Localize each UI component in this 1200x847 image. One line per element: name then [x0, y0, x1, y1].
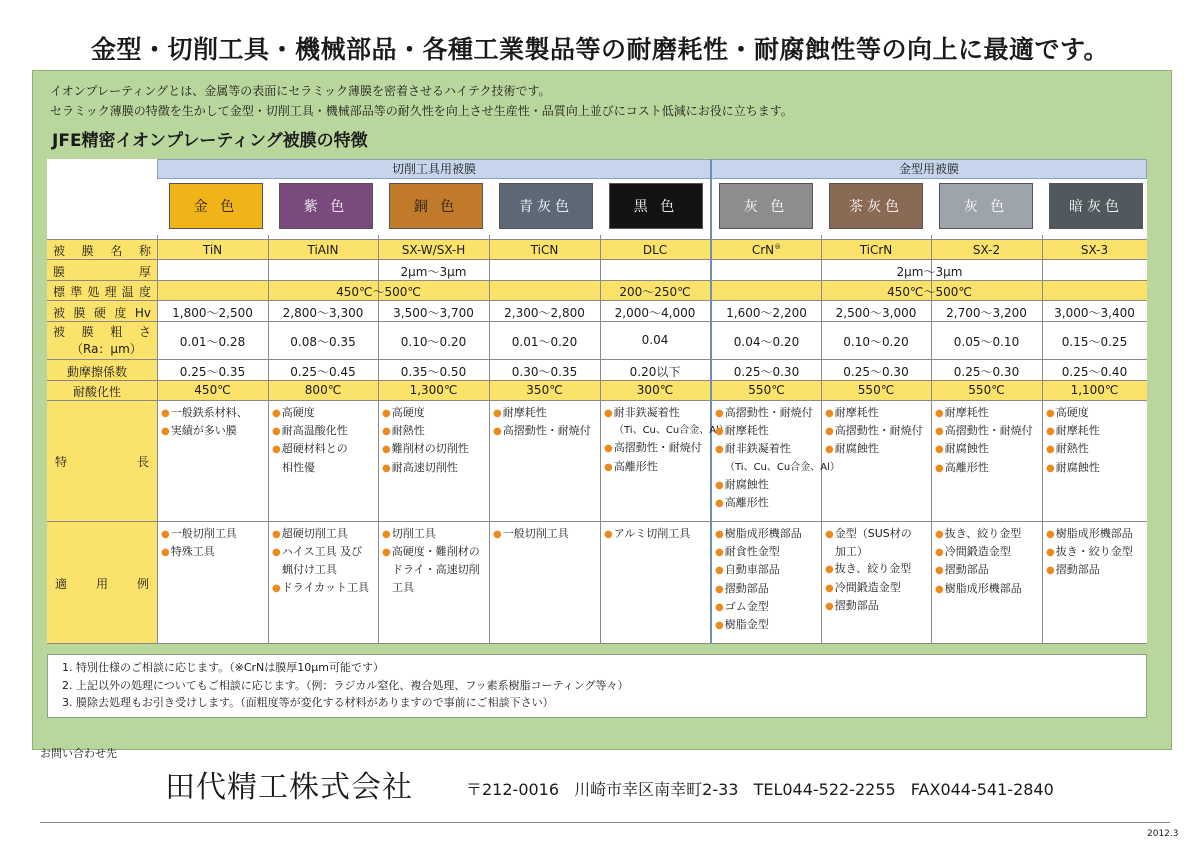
color-swatch-crn: 灰 色: [719, 183, 813, 229]
name-dlc: DLC: [642, 243, 668, 257]
thickness-mold: 2μm～3μm: [896, 265, 963, 279]
row-border: [47, 521, 1147, 522]
list-item: ● 高硬度: [1046, 404, 1100, 422]
name-tin: TiN: [202, 243, 223, 257]
hardness-value: 2,000～4,000: [614, 306, 696, 320]
color-swatch-tin: 金 色: [169, 183, 263, 229]
features-list-ticn: [493, 404, 591, 440]
friction-value: 0.25～0.45: [290, 365, 356, 379]
list-item: ● 高摺動性・耐焼付: [604, 439, 729, 457]
list-item: ● 冷間鍛造金型: [935, 543, 1022, 561]
features-list-dlc: [604, 404, 729, 476]
list-item: ● 高摺動性・耐焼付: [715, 404, 840, 422]
name-crn-mark: ®: [774, 243, 782, 251]
label-temp: 標準処理温度: [53, 285, 151, 299]
label-coating-name: 被膜名称: [53, 244, 151, 258]
list-item: ● 摺動部品: [1046, 561, 1133, 579]
roughness-value: 0.10～0.20: [843, 335, 909, 349]
friction-value: 0.25～0.30: [953, 365, 1020, 379]
list-item: ● 高離形性: [604, 458, 729, 476]
list-item: ● 高離形性: [715, 494, 840, 512]
row-border: [47, 359, 1147, 360]
hardness-value: 1,800～2,500: [172, 306, 253, 320]
list-item: ● 自動車部品: [715, 561, 802, 579]
list-item: ● 高摺動性・耐焼付: [935, 422, 1033, 440]
list-item: ● 耐高温酸化性: [272, 422, 348, 440]
list-item: ● 特殊工具: [161, 543, 237, 561]
row-border: [47, 400, 1147, 401]
list-item: ● 耐熱性: [1046, 440, 1100, 458]
row-border: [47, 321, 1147, 322]
label-oxidation: 耐酸化性: [73, 385, 122, 399]
name-sx2: SX-2: [972, 243, 1001, 257]
friction-value: 0.30～0.35: [511, 365, 578, 379]
temp-cutting: 450℃～500℃: [336, 285, 421, 299]
postal-code: 〒212-0016: [466, 780, 560, 799]
roughness-value: 0.04～0.20: [733, 335, 800, 349]
applications-list-dlc: [604, 525, 690, 543]
list-item: ● 高摺動性・耐焼付: [825, 422, 923, 440]
oxidation-value: 550℃: [857, 383, 895, 397]
roughness-value: 0.08～0.35: [290, 335, 356, 349]
color-swatch-sx2: 灰 色: [939, 183, 1033, 229]
note-1: 1. 特別仕様のご相談に応じます。（※CrNは膜厚10μm可能です）: [62, 661, 384, 674]
issue-date: 2012.3: [1147, 829, 1179, 839]
list-item: ● 樹脂成形機部品: [715, 525, 802, 543]
list-item: ● 一般鉄系材料、: [161, 404, 248, 422]
street-address: 川崎市幸区南幸町2-33: [574, 780, 739, 799]
row-border: [47, 239, 1147, 240]
label-roughness: 被膜粗さ: [53, 325, 151, 339]
list-item: ● 冷間鍛造金型: [825, 579, 912, 597]
row-border: [47, 380, 1147, 381]
list-item: ● 抜き、絞り金型: [935, 525, 1022, 543]
features-list-tin: [161, 404, 248, 440]
list-item: ● 樹脂金型: [715, 616, 802, 634]
label-applications: 適用例: [55, 577, 149, 591]
hardness-value: 1,600～2,200: [726, 306, 807, 320]
list-item: ● 耐腐蝕性: [715, 476, 840, 494]
list-item: ● 樹脂成形機部品: [1046, 525, 1133, 543]
list-item: ● 実績が多い膜: [161, 422, 248, 440]
roughness-value: 0.04: [641, 333, 669, 347]
list-item: ● 耐熱性: [382, 422, 469, 440]
list-item: ● 高硬度・難削材の: [382, 543, 480, 561]
applications-list-sx2: [935, 525, 1022, 598]
notes-box: [47, 654, 1147, 718]
list-item: ● 高離形性: [935, 459, 1033, 477]
row-border: [47, 643, 1147, 644]
list-item: ● 抜き、絞り金型: [825, 560, 912, 578]
list-item: （Ti、Cu、Cu合金、Al）: [614, 425, 729, 437]
list-item: ● 耐摩耗性: [825, 404, 923, 422]
row-border: [47, 300, 1147, 301]
company-name: 田代精工株式会社: [165, 770, 413, 805]
list-item: ● 金型（SUS材の: [825, 525, 912, 543]
oxidation-value: 1,300℃: [409, 383, 458, 397]
features-list-sxw: [382, 404, 469, 477]
color-swatch-tialn: 紫 色: [279, 183, 373, 229]
oxidation-value: 450℃: [194, 383, 231, 397]
roughness-value: 0.01～0.28: [179, 335, 246, 349]
label-thickness: 膜厚: [53, 265, 151, 279]
coating-spec-table: [47, 159, 1147, 644]
thickness-cutting: 2μm～3μm: [400, 265, 467, 279]
oxidation-value: 350℃: [526, 383, 563, 397]
features-list-tialn: [272, 404, 348, 476]
name-ticn: TiCN: [530, 243, 559, 257]
hardness-value: 3,000～3,400: [1054, 306, 1135, 320]
label-roughness-unit: （Ra：μm）: [71, 342, 142, 356]
temp-mold: 450℃～500℃: [887, 285, 972, 299]
list-item: 蝋付け工具: [282, 563, 337, 577]
oxidation-value: 800℃: [304, 383, 342, 397]
color-swatch-ticrn: 茶灰色: [829, 183, 923, 229]
features-list-crn: [715, 404, 840, 512]
list-item: ● 切削工具: [382, 525, 480, 543]
oxidation-value: 550℃: [968, 383, 1005, 397]
list-item: ● 摺動部品: [825, 597, 912, 615]
intro-line-2: セラミック薄膜の特徴を生かして金型・切削工具・機械部品等の耐久性を向上させ生産性・品質向上並びにコスト低減にお役に立ちます。: [50, 104, 793, 118]
friction-value: 0.35～0.50: [400, 365, 467, 379]
group-header-cutting: 切削工具用被膜: [157, 159, 711, 179]
list-item: ● 耐摩耗性: [1046, 422, 1100, 440]
list-item: ● アルミ切削工具: [604, 525, 690, 543]
list-item: 相性優: [282, 460, 315, 474]
oxidation-value: 550℃: [748, 383, 785, 397]
applications-list-ticn: [493, 525, 569, 543]
color-swatch-dlc: 黒 色: [609, 183, 703, 229]
list-item: ● 抜き・絞り金型: [1046, 543, 1133, 561]
list-item: ● 耐腐蝕性: [1046, 459, 1100, 477]
features-list-sx3: [1046, 404, 1100, 477]
hardness-value: 3,500～3,700: [393, 306, 474, 320]
list-item: ● 耐非鉄凝着性: [715, 440, 840, 458]
list-item: ● 耐非鉄凝着性: [604, 404, 729, 422]
color-swatch-ticn: 青灰色: [499, 183, 593, 229]
name-ticrn: TiCrN: [859, 243, 893, 257]
list-item: ● 摺動部品: [715, 580, 802, 598]
list-item: ● 一般切削工具: [161, 525, 237, 543]
list-item: ● ハイス工具 及び: [272, 543, 369, 561]
friction-value: 0.25～0.30: [843, 365, 909, 379]
list-item: 加工）: [835, 545, 868, 559]
list-item: ● 耐食性金型: [715, 543, 802, 561]
list-item: （Ti、Cu、Cu合金、Al）: [725, 461, 840, 473]
list-item: ● 耐摩耗性: [715, 422, 840, 440]
color-swatch-sx3: 暗灰色: [1049, 183, 1143, 229]
group-divider: [710, 159, 712, 644]
list-item: ● ゴム金型: [715, 598, 802, 616]
footer-rule: [40, 822, 1170, 823]
color-swatch-sxw: 銅 色: [389, 183, 483, 229]
list-item: ● 耐摩耗性: [493, 404, 591, 422]
features-list-ticrn: [825, 404, 923, 459]
hardness-value: 2,500～3,000: [835, 306, 917, 320]
friction-value: 0.20以下: [629, 365, 681, 379]
label-friction: 動摩擦係数: [67, 365, 128, 379]
temp-dlc: 200～250℃: [619, 285, 691, 299]
label-hardness: 被膜硬度Hv: [53, 306, 151, 320]
list-item: ドライ・高速切削: [392, 563, 480, 577]
fax: FAX044-541-2840: [910, 780, 1054, 799]
intro-text: [50, 81, 793, 121]
list-item: ● 摺動部品: [935, 561, 1022, 579]
list-item: ● 一般切削工具: [493, 525, 569, 543]
contact-address: [466, 777, 1054, 800]
label-features: 特長: [55, 455, 149, 469]
features-list-sx2: [935, 404, 1033, 477]
list-item: 工具: [392, 580, 414, 594]
note-3: 3. 膜除去処理もお引き受けします。（面粗度等が変化する材料がありますので事前にご相談下さい）: [62, 696, 554, 709]
list-item: ● 耐腐蝕性: [935, 440, 1033, 458]
friction-value: 0.25～0.30: [733, 365, 800, 379]
roughness-value: 0.05～0.10: [953, 335, 1020, 349]
hardness-value: 2,700～3,200: [946, 306, 1027, 320]
section-title: JFE精密イオンプレーティング被膜の特徴: [52, 131, 368, 151]
name-tialn: TiAIN: [307, 243, 339, 257]
note-2: 2. 上記以外の処理についてもご相談に応じます。（例：ラジカル窒化、複合処理、フッ素系樹脂コーティング等々）: [62, 678, 629, 692]
applications-list-ticrn: [825, 525, 912, 615]
applications-list-crn: [715, 525, 802, 634]
group-header-mold: 金型用被膜: [711, 159, 1147, 179]
intro-line-1: イオンプレーティングとは、金属等の表面にセラミック薄膜を密着させるハイテク技術です。: [50, 84, 551, 98]
roughness-value: 0.10～0.20: [400, 335, 467, 349]
list-item: ● 高硬度: [272, 404, 348, 422]
list-item: ● 耐摩耗性: [935, 404, 1033, 422]
roughness-value: 0.15～0.25: [1061, 335, 1128, 349]
friction-value: 0.25～0.40: [1061, 365, 1128, 379]
applications-list-tialn: [272, 525, 369, 597]
hardness-value: 2,800～3,300: [282, 306, 364, 320]
oxidation-value: 1,100℃: [1070, 383, 1119, 397]
oxidation-value: 300℃: [636, 383, 674, 397]
list-item: ● ドライカット工具: [272, 579, 369, 597]
name-crn-text: CrN: [751, 243, 775, 257]
list-item: ● 耐高速切削性: [382, 459, 469, 477]
list-item: ● 超硬材料との: [272, 440, 348, 458]
roughness-value: 0.01～0.20: [511, 335, 578, 349]
list-item: ● 樹脂成形機部品: [935, 580, 1022, 598]
friction-value: 0.25～0.35: [179, 365, 246, 379]
applications-list-sxw: [382, 525, 480, 596]
headline: 金型・切削工具・機械部品・各種工業製品等の耐磨耗性・耐腐蝕性等の向上に最適です。: [90, 35, 1109, 64]
list-item: ● 高硬度: [382, 404, 469, 422]
hardness-value: 2,300～2,800: [504, 306, 585, 320]
name-sx3: SX-3: [1080, 243, 1109, 257]
list-item: ● 高摺動性・耐焼付: [493, 422, 591, 440]
row-border: [47, 259, 1147, 260]
list-item: ● 難削材の切削性: [382, 440, 469, 458]
contact-label: お問い合わせ先: [40, 747, 117, 760]
applications-list-tin: [161, 525, 237, 561]
band-features-label: [47, 400, 157, 644]
list-item: ● 超硬切削工具: [272, 525, 369, 543]
applications-list-sx3: [1046, 525, 1133, 580]
row-border: [47, 280, 1147, 281]
list-item: ● 耐腐蝕性: [825, 440, 923, 458]
telephone: TEL044-522-2255: [753, 780, 896, 799]
name-sxw: SX-W/SX-H: [401, 243, 466, 257]
name-crn: [712, 243, 821, 257]
